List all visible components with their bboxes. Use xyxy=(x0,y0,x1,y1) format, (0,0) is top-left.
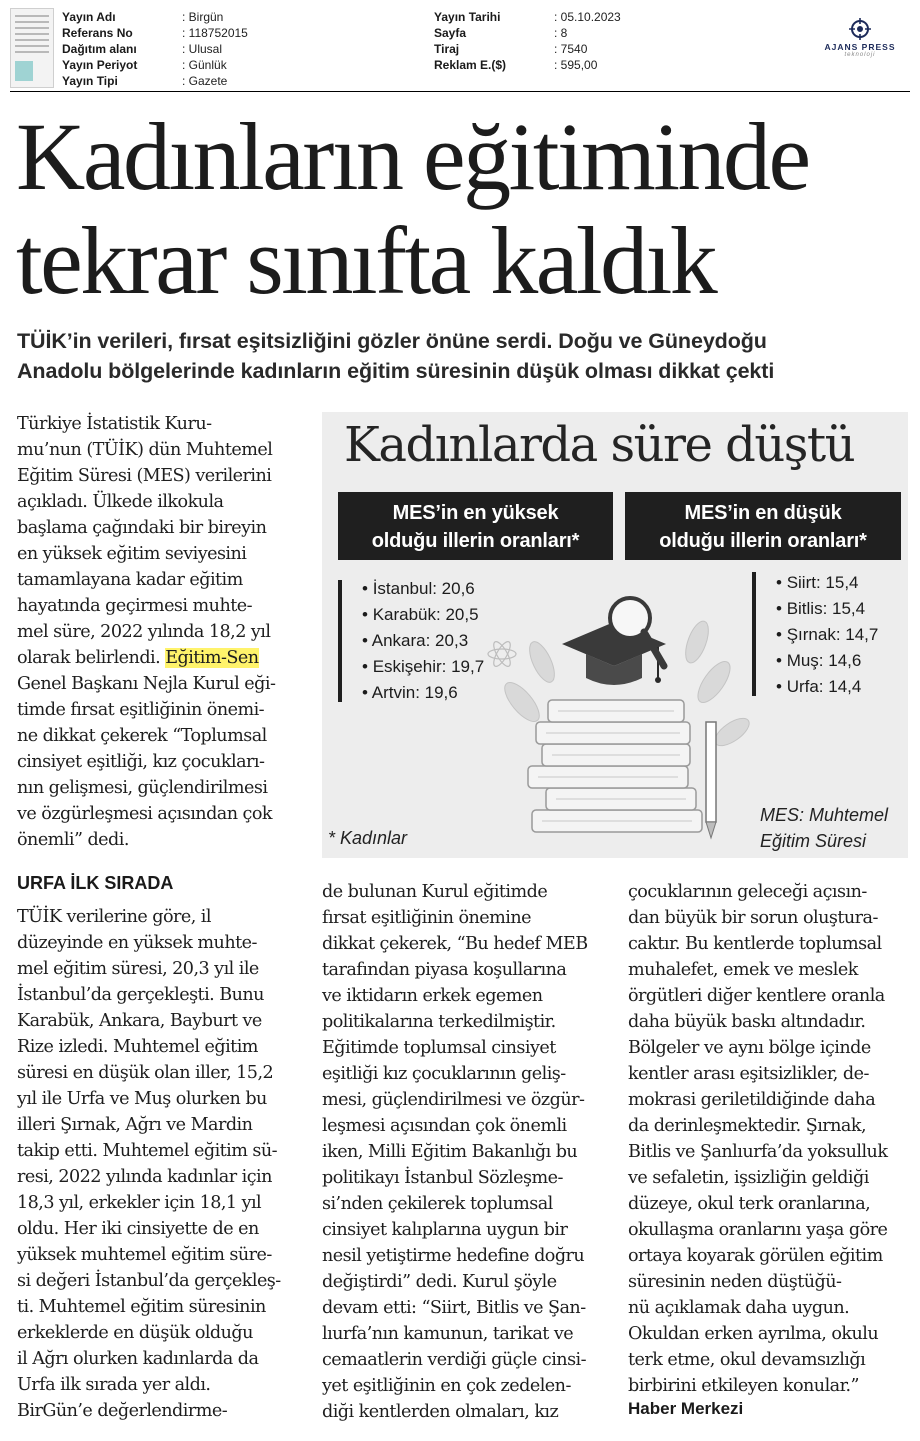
meta-key: Tiraj xyxy=(434,42,460,56)
list-accent-line xyxy=(752,572,756,696)
heading-line: MES’in en yüksek xyxy=(392,502,559,524)
list-accent-line xyxy=(338,580,342,702)
logo-brand: AJANS PRESS xyxy=(824,42,896,52)
meta-key: Referans No xyxy=(62,26,133,40)
header-divider xyxy=(10,91,910,92)
meta-value: : Birgün xyxy=(182,10,224,24)
metadata-left xyxy=(62,9,248,89)
highest-heading xyxy=(338,492,613,560)
list-item: • Siirt: 15,4 xyxy=(776,570,878,596)
list-item: • İstanbul: 20,6 xyxy=(362,576,484,602)
deck xyxy=(17,326,907,386)
heading-line: olduğu illerin oranları* xyxy=(659,530,867,552)
headline-line: tekrar sınıfta kaldık xyxy=(16,207,716,314)
meta-value: : Ulusal xyxy=(182,42,223,56)
highest-list xyxy=(362,576,484,706)
headline-line: Kadınların eğitiminde xyxy=(16,103,809,210)
list-item: • Muş: 14,6 xyxy=(776,648,878,674)
deck-line: TÜİK’in verileri, fırsat eşitsizliğini gözler önüne serdi. Doğu ve Güneydoğu xyxy=(17,329,767,353)
meta-value: : Günlük xyxy=(182,58,227,72)
lowest-heading xyxy=(625,492,901,560)
meta-value: : 8 xyxy=(554,26,568,40)
footnote: * Kadınlar xyxy=(328,828,408,848)
ajans-press-logo xyxy=(812,18,908,58)
highlighted-term: Eğitim-Sen xyxy=(165,648,259,668)
lowest-list xyxy=(776,570,878,700)
body-text: Türkiye İstatistik Kuru- mu’nun (TÜİK) dün Muhtemel Eğitim Süresi (MES) verilerini açıkladı. Ülkede ilkokula başlama çağındaki bir bireyin en yüksek eğitim seviyesini tamamlayana kadar eğitim hayatında geçirmesi muhte- mel süre, 2022 yılında 18,2 yıl olarak belirlendi. xyxy=(17,414,273,668)
heading-line: MES’in en düşük xyxy=(684,502,842,524)
body-column-1 xyxy=(17,411,297,853)
list-item: • Karabük: 20,5 xyxy=(362,602,484,628)
meta-key: Yayın Tipi xyxy=(62,74,118,88)
body-column-2: TÜİK verilerine göre, il düzeyinde en yüksek muhte- mel eğitim süresi, 20,3 yıl ile İstanbul’da gerçekleşti. Bunu Karabük, Ankara, Bayburt ve Rize izledi. Muhtemel eğitim süresi en düşük olan iller, 15,2 yıl ile Urfa ve Muş olurken bu illeri Şırnak, Ağrı ve Mardin takip etti. Muhtemel eğitim sü- resi, 2022 yılında kadınlar için 18,3 yıl, erkekler için 18,1 yıl oldu. Her iki cinsiyette de en yüksek muhtemel eğitim süre- si değeri İstanbul’da gerçekleş- ti. Muhtemel eğitim süresinin erkeklerde en düşük olduğu il Ağrı olurken kadınlarda da Urfa ilk sırada yer aldı. BirGün’e değerlendirme- xyxy=(17,907,281,1421)
legend-line: MES: Muhtemel xyxy=(760,805,889,825)
abbreviation-legend xyxy=(760,802,908,854)
metadata-right xyxy=(434,9,621,73)
heading-line: olduğu illerin oranları* xyxy=(371,530,580,552)
byline: Haber Merkezi xyxy=(628,1399,744,1418)
meta-value: : 05.10.2023 xyxy=(554,10,621,24)
logo-subtitle: teknoloji xyxy=(844,52,876,58)
list-item: • Eskişehir: 19,7 xyxy=(362,654,484,680)
legend-line: Eğitim Süresi xyxy=(760,831,867,851)
meta-key: Dağıtım alanı xyxy=(62,42,137,56)
deck-line: Anadolu bölgelerinde kadınların eğitim süresinin düşük olması dikkat çekti xyxy=(17,359,775,383)
body-column-4: çocuklarının geleceği açısın- dan büyük bir sorun oluştura- caktır. Bu kentlerde toplumsal muhalefet, emek ve meslek örgütleri diğer kentlere oranla daha büyük baskı altındadır. Bölgeler ve aynı bölge içinde kentler arası eşitsizlikler, de- mokrasi geriletildiğinde daha da derinleşmektedir. Şırnak, Bitlis ve Şanlıurfa’da yoksulluk ve sefaletin, işsizliğin geldiği düzeye, okul terk oranlarına, okullaşma oranlarını yaşa göre ortaya koyarak görülen eğitim süresinin neden düştüğü- nü açıklamak daha uygun. Okuldan erken ayrılma, okulu terk etme, okul devamsızlığı birbirini etkileyen konular.” xyxy=(628,882,888,1396)
list-item: • Urfa: 14,4 xyxy=(776,674,878,700)
meta-value: : 7540 xyxy=(554,42,588,56)
body-column-3: de bulunan Kurul eğitimde fırsat eşitliğinin önemine dikkat çekerek, “Bu hedef MEB tarafından piyasa koşullarına ve iktidarın erkek egemen politikalarına terkedilmiştir. Eğitimde toplumsal cinsiyet eşitliği kız çocuklarının geliş- mesi, güçlendirilmesi ve özgür- leşmesi açısından çok önemli iken, Milli Eğitim Bakanlığı bu politikayı İstanbul Sözleşme- si’nden çekilerek toplumsal cinsiyet kalıplarına uygun bir nesil yetiştirme hedefine doğru değiştirdi” dedi. Kurul şöyle devam etti: “Siirt, Bitlis ve Şan- lıurfa’nın kamunun, tarikat ve cemaatlerin verdiği güçle cinsi- yet eşitliğinin en çok zedelen- diği kentlerden olmaları, kız xyxy=(322,882,588,1422)
books-illustration-icon xyxy=(482,582,752,852)
meta-key: Sayfa xyxy=(434,26,467,40)
headline xyxy=(16,105,916,313)
meta-key: Yayın Tarihi xyxy=(434,10,501,24)
meta-key: Yayın Periyot xyxy=(62,58,138,72)
compass-icon xyxy=(847,18,873,40)
meta-key: Reklam E.($) xyxy=(434,58,507,72)
list-item: • Artvin: 19,6 xyxy=(362,680,484,706)
body-text: Genel Başkanı Nejla Kurul eği- timde fırsat eşitliğinin önemi- ne dikkat çekerek “Toplumsal cinsiyet eşitliği, kız çocukları- nın gelişmesi, güçlendirilmesi ve özgürleşmesi açısından çok önemli” dedi. xyxy=(17,674,276,850)
meta-value: : Gazete xyxy=(182,74,228,88)
infographic-title: Kadınlarda süre düştü xyxy=(344,417,855,473)
meta-key: Yayın Adı xyxy=(62,10,116,24)
page-thumbnail xyxy=(10,8,54,88)
meta-value: : 595,00 xyxy=(554,58,598,72)
meta-value: : 118752015 xyxy=(182,26,248,40)
list-item: • Şırnak: 14,7 xyxy=(776,622,878,648)
list-item: • Ankara: 20,3 xyxy=(362,628,484,654)
subheading: URFA İLK SIRADA xyxy=(17,873,174,893)
list-item: • Bitlis: 15,4 xyxy=(776,596,878,622)
infographic xyxy=(322,412,908,858)
